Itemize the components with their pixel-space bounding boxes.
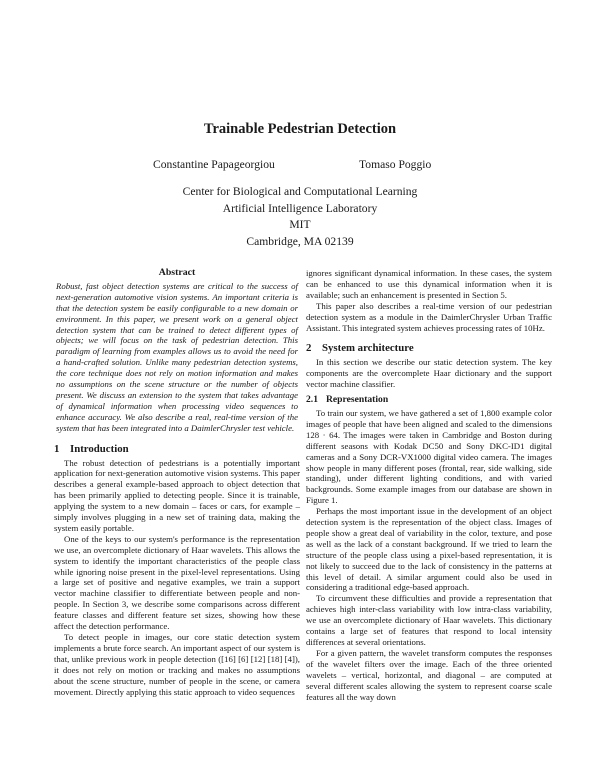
right-column [306, 268, 552, 702]
body-paragraph: One of the keys to our system's performance is the representation we use, an overcomplete dictionary of Haar wavelets. This allows the system to identify the important characteristics of the people class while ignoring noise present in the pixel-level representations. Using a large set of positive and negative examples, we train a support vector machine classifier to differentiate between people and non-people. In Section 3, we describe some comparisons across different feature classes and different feature set sizes, showing how these affect the detection performance. [54, 533, 300, 632]
section-title: System architecture [322, 342, 414, 355]
affiliation-line: Center for Biological and Computational Learning [182, 185, 418, 198]
body-paragraph: The robust detection of pedestrians is a potentially important application for next-generation automotive vision systems. This paper describes a general example-based approach to object detection that has been primarily applied to detecting people. Since it is trainable, applying the system to a new domain – faces or cars, for example – simply involves plugging in a new set of training data, making the system easily portable. [54, 457, 300, 533]
body-paragraph: To detect people in images, our core static detection system implements a brute force search. An important aspect of our system is that, unlike previous work in people detection ([16] [6] [12] [18] [4]), it does not rely on motion or tracking and makes no assumptions about the scene structure, number of people in the scene, or camera movement. Directly applying this static approach to video sequences [54, 632, 300, 697]
body-paragraph: For a given pattern, the wavelet transform computes the responses of the wavelet filters over the image. Each of the three oriented wavelets – vertical, horizontal, and diagonal – are computed at several different scales allowing the system to represent coarse scale features all the way down [306, 647, 552, 702]
subsection-heading-representation [306, 395, 552, 406]
body-paragraph: This paper also describes a real-time version of our pedestrian detection system as a module in the DaimlerChrysler Urban Traffic Assistant. This integrated system achieves processing rates of 10Hz. [306, 300, 552, 333]
body-paragraph: ignores significant dynamical information. In these cases, the system can be enhanced to use this dynamical information when it is available; such an enhancement is presented in Section 5. [306, 268, 552, 300]
paper-title: Trainable Pedestrian Detection [203, 121, 397, 137]
section-heading-system-architecture [306, 343, 552, 354]
affiliation-block [0, 184, 600, 250]
affiliation-line: Cambridge, MA 02139 [246, 234, 354, 248]
abstract-text: Robust, fast object detection systems are critical to the success of next-generation automotive vision systems. An important criteria is that the detection system be easily configurable to a new domain or environment. In this paper, we present work on a general object detection system that can be trained to detect different types of objects; we will focus on the task of pedestrian detection. This paradigm of learning from examples allows us to avoid the need for a hand-crafted solution. Unlike many pedestrian detection systems, the core technique does not rely on motion information and makes no assumptions on the scene structure or the number of objects present. We discuss an extension to the system that takes advantage of dynamical information when processing video sequences to enhance accuracy. We also describe a real, real-time version of the system that has been integrated into a DaimlerChrysler test vehicle. [56, 280, 298, 433]
section-heading-introduction [54, 444, 300, 455]
section-title: Introduction [70, 442, 129, 455]
left-column [54, 268, 300, 697]
affiliation-line: Artificial Intelligence Laboratory [222, 201, 378, 215]
body-paragraph: To circumvent these difficulties and provide a representation that achieves high inter-class variability with low intra-class variability, we use an overcomplete dictionary of Haar wavelets. This dictionary contains a large set of features that respond to local intensity differences at several orientations. [306, 593, 552, 647]
author-name: Tomaso Poggio [359, 158, 432, 171]
body-paragraph: Perhaps the most important issue in the development of an object detection system is the representation of the object class. Images of people show a great deal of variability in the color, texture, and pose as well as the lack of a constant background. If we tried to learn the structure of the people class using a pixel-based representation, it is not likely to succeed due to the lack of consistency in the patterns at this level of detail. A similar argument could also be used in considering a traditional edge-based approach. [306, 506, 552, 593]
abstract-heading: Abstract [158, 267, 196, 278]
subsection-title: Representation [326, 394, 389, 406]
section-number: 1 [54, 442, 60, 455]
body-paragraph: In this section we describe our static detection system. The key components are the overcomplete Haar dictionary and the support vector machine classifier. [306, 357, 552, 390]
author-name: Constantine Papageorgiou [153, 158, 275, 171]
affiliation-line: MIT [289, 218, 311, 231]
subsection-number: 2.1 [306, 394, 318, 406]
section-number: 2 [306, 342, 312, 355]
body-paragraph: To train our system, we have gathered a set of 1,800 example color images of people that have been aligned and scaled to the dimensions 128 · 64. The images were taken in Cambridge and Boston during different seasons with Kodak DC50 and Sony DKC-ID1 digital cameras and a Sony DCR-VX1000 digital video camera. The images show people in many different poses (frontal, rear, side walking, side standing), under different lighting conditions, and with varied backgrounds. Some example images from our database are shown in Figure 1. [306, 407, 552, 506]
